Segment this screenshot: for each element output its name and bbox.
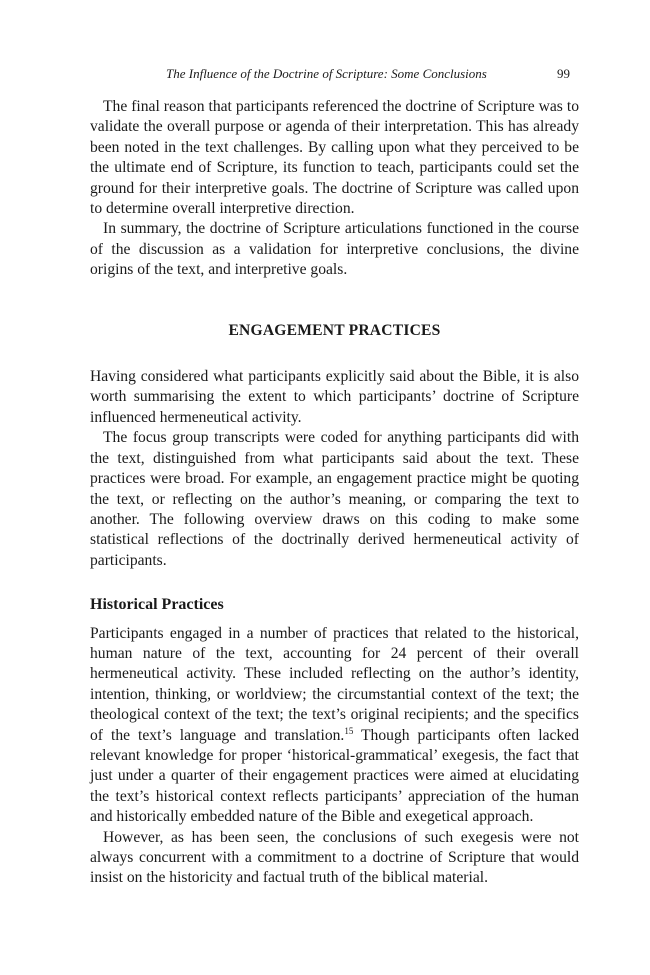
paragraph-text: Though participants often lacked relevant knowledge for proper ‘historical-grammatical’ exegesis, the fact that just under a quarter of their engagement practices were aimed at elucidating the text’s historical context reflects participants’ appreciation of the human and historically embedded nature of the Bible and exegetical approach. [90, 726, 579, 826]
section-heading: ENGAGEMENT PRACTICES [228, 321, 441, 339]
running-title: The Influence of the Doctrine of Scripture: Some Conclusions [166, 66, 487, 81]
page-number: 99 [557, 66, 570, 81]
footnote-reference: 15 [344, 725, 354, 736]
paragraph: The focus group transcripts were coded for anything participants did with the text, distinguished from what participants said about the text. These practices were broad. For example, an engagement practice might be quoting the text, or reflecting on the author’s meaning, or comparing the text to another. The following overview draws on this coding to make some statistical reflections of the doctrinally derived hermeneutical activity of participants. [90, 429, 579, 569]
paragraph: Having considered what participants explicitly said about the Bible, it is also worth summarising the extent to which participants’ doctrine of Scripture influenced hermeneutical activity. [90, 368, 579, 426]
paragraph: In summary, the doctrine of Scripture articulations functioned in the course of the discussion as a validation for interpretive conclusions, the divine origins of the text, and interpretive goals. [90, 220, 579, 279]
running-head [90, 66, 570, 86]
subsection-heading: Historical Practices [90, 596, 224, 614]
paragraph: However, as has been seen, the conclusions of such exegesis were not always concurrent with a commitment to a doctrine of Scripture that would insist on the historicity and factual truth of the biblical material. [90, 828, 579, 887]
body-text [90, 97, 579, 889]
paragraph [90, 624, 579, 828]
paragraph-text: Participants engaged in a number of practices that related to the historical, human nature of the text, accounting for 24 percent of their overall hermeneutical activity. These included reflecting on the author’s identity, intention, thinking, or worldview; the circumstantial context of the text; the theological context of the text; the text’s original recipients; and the specifics of the text’s language and translation. [90, 624, 579, 744]
paragraph: The final reason that participants referenced the doctrine of Scripture was to validate the overall purpose or agenda of their interpretation. This has already been noted in the text challenges. By calling upon what they perceived to be the ultimate end of Scripture, its function to teach, participants could set the ground for their interpretive goals. The doctrine of Scripture was called upon to determine overall interpretive direction. [90, 98, 579, 218]
